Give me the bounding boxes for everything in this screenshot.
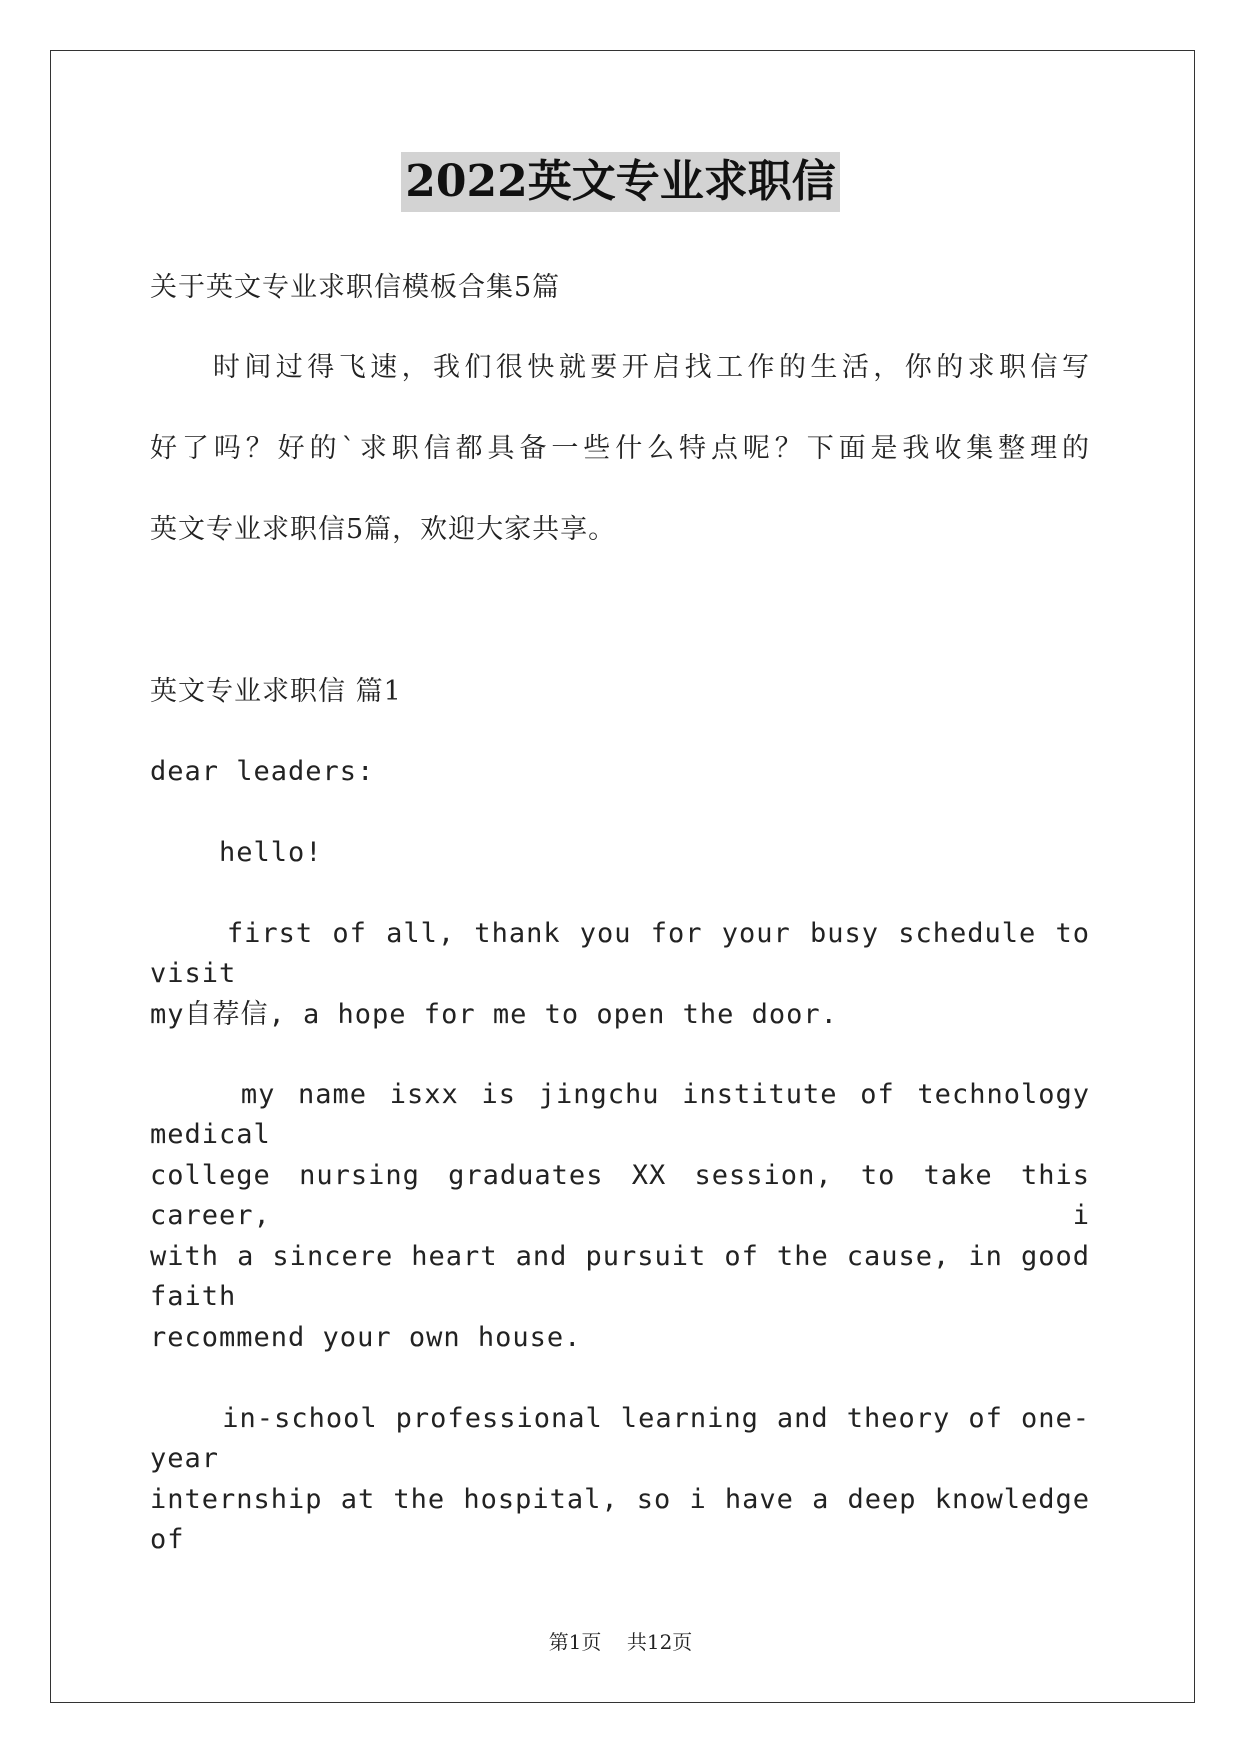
- body-line: internship at the hospital, so i have a deep knowledge of: [150, 1484, 1090, 1555]
- body-line: dear leaders:: [150, 756, 375, 787]
- page-number-current: 第1页: [548, 1630, 602, 1654]
- intro-paragraph-line: 英文专业求职信5篇，欢迎大家共享。: [150, 514, 617, 545]
- intro-paragraph-line: 时间过得飞速，我们很快就要开启找工作的生活，你的求职信写: [150, 352, 1090, 383]
- section-heading: 英文专业求职信 篇1: [150, 676, 402, 707]
- page-number-total: 共12页: [626, 1630, 693, 1654]
- document-title: 2022英文专业求职信: [401, 152, 839, 212]
- body-line: first of all, thank you for your busy schedule to visit: [150, 918, 1108, 989]
- page-footer: [0, 1628, 1241, 1656]
- body-line: in-school professional learning and theory of one-year: [150, 1403, 1090, 1474]
- body-line: recommend your own house.: [150, 1322, 582, 1353]
- title-container: [0, 152, 1241, 212]
- body-line: with a sincere heart and pursuit of the cause, in good faith: [150, 1241, 1090, 1312]
- body-line: college nursing graduates XX session, to take this career, i: [150, 1160, 1090, 1231]
- intro-heading: 关于英文专业求职信模板合集5篇: [150, 272, 561, 303]
- body-line: hello!: [150, 837, 323, 868]
- body-line: my name isxx is jingchu institute of technology medical: [150, 1079, 1108, 1150]
- body-line: my自荐信, a hope for me to open the door.: [150, 999, 838, 1030]
- intro-paragraph-line: 好了吗？好的`求职信都具备一些什么特点呢？下面是我收集整理的: [150, 433, 1090, 464]
